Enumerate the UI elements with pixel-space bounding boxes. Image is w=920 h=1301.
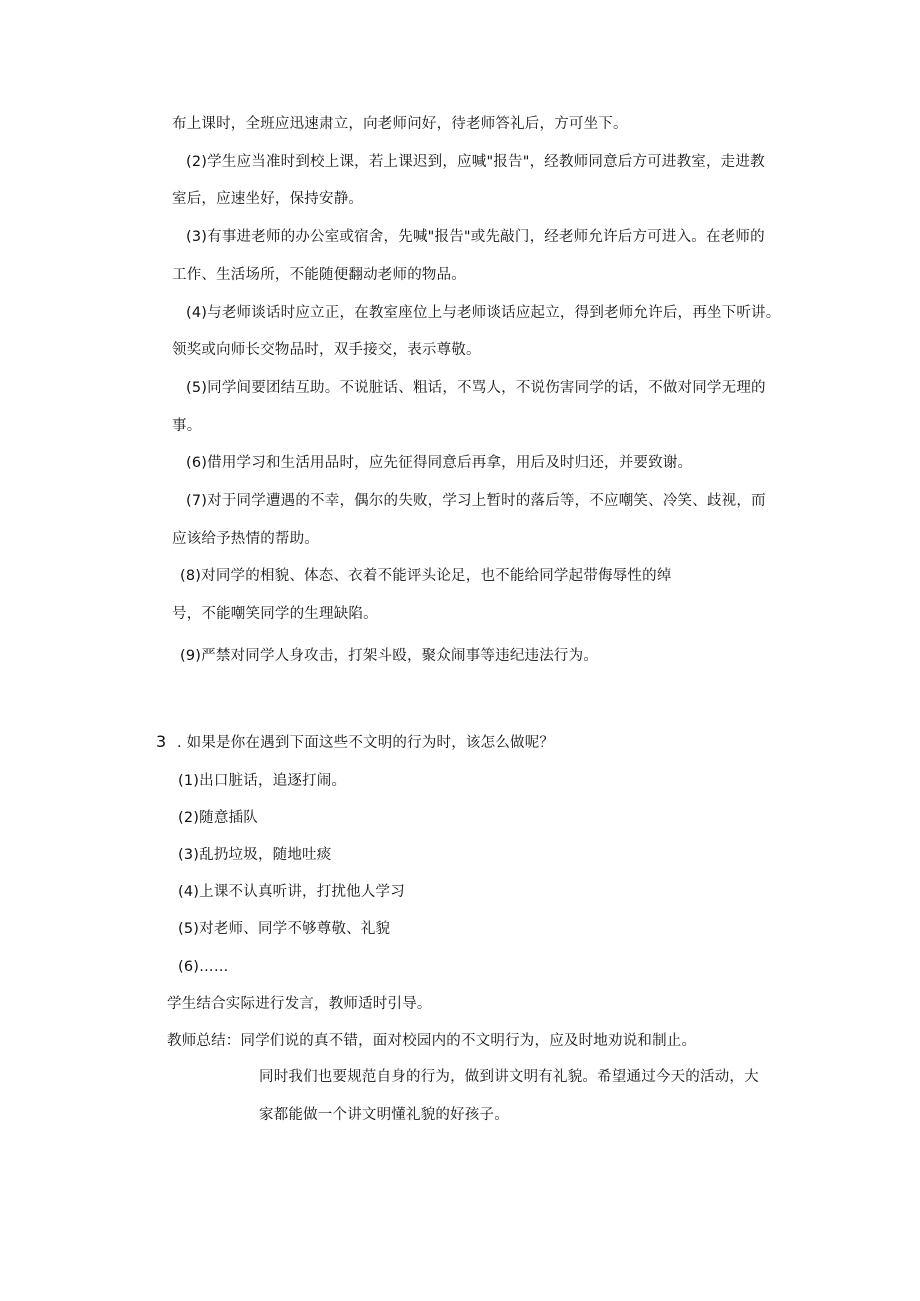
rule-line-3: 室后，应速坐好，保持安静。: [172, 191, 364, 207]
question-text: . 如果是你在遇到下面这些不文明的行为时，该怎么做呢？: [177, 735, 555, 751]
rule-line-15: (9)严禁对同学人身攻击，打架斗殴，聚众闹事等违纪违法行为。: [180, 648, 599, 664]
question-item-5: (5)对老师、同学不够尊敬、礼貌: [178, 921, 391, 937]
rule-line-5: 工作、生活场所，不能随便翻动老师的物品。: [172, 267, 466, 283]
rule-line-9: 事。: [172, 418, 202, 434]
student-note: 学生结合实际进行发言，教师适时引导。: [167, 996, 432, 1012]
rule-line-10: (6)借用学习和生活用品时，应先征得同意后再拿，用后及时归还，并要致谢。: [186, 455, 693, 471]
teacher-summary: 教师总结：同学们说的真不错，面对校园内的不文明行为，应及时地劝说和制止。: [167, 1033, 697, 1049]
rule-line-7: 领奖或向师长交物品时，双手接交，表示尊敬。: [172, 342, 481, 358]
rule-line-14: 号，不能嘲笑同学的生理缺陷。: [172, 606, 378, 622]
question-item-1: (1)出口脏话，追逐打闹。: [178, 773, 347, 789]
question-item-2: (2)随意插队: [178, 810, 258, 826]
rule-line-12: 应该给予热情的帮助。: [172, 531, 319, 547]
rule-line-1: 布上课时，全班应迅速肃立，向老师问好，待老师答礼后，方可坐下。: [172, 116, 628, 132]
rule-line-13: (8)对同学的相貌、体态、衣着不能评头论足，也不能给同学起带侮辱性的绰: [180, 568, 672, 584]
question-number: 3: [156, 732, 167, 751]
question-item-4: (4)上课不认真听讲，打扰他人学习: [178, 884, 405, 900]
teacher-summary-cont-2: 家都能做一个讲文明懂礼貌的好孩子。: [259, 1107, 509, 1123]
question-item-3: (3)乱扔垃圾，随地吐痰: [178, 847, 332, 863]
rule-line-11: (7)对于同学遭遇的不幸，偶尔的失败，学习上暂时的落后等，不应嘲笑、冷笑、歧视，而: [186, 493, 766, 509]
rule-line-4: (3)有事进老师的办公室或宿舍，先喊"报告"或先敲门，经老师允许后方可进入。在老师的: [186, 229, 765, 245]
teacher-summary-cont-1: 同时我们也要规范自身的行为，做到讲文明有礼貌。希望通过今天的活动，大: [259, 1069, 759, 1085]
question-item-6: (6)……: [178, 959, 229, 975]
rule-line-2: (2)学生应当准时到校上课，若上课迟到，应喊"报告"，经教师同意后方可进教室，走进教: [186, 154, 765, 170]
rule-line-8: (5)同学间要团结互助。不说脏话、粗话，不骂人，不说伤害同学的话，不做对同学无理的: [186, 380, 766, 396]
rule-line-6: (4)与老师谈话时应立正，在教室座位上与老师谈话应起立，得到老师允许后，再坐下听讲。: [186, 305, 781, 321]
